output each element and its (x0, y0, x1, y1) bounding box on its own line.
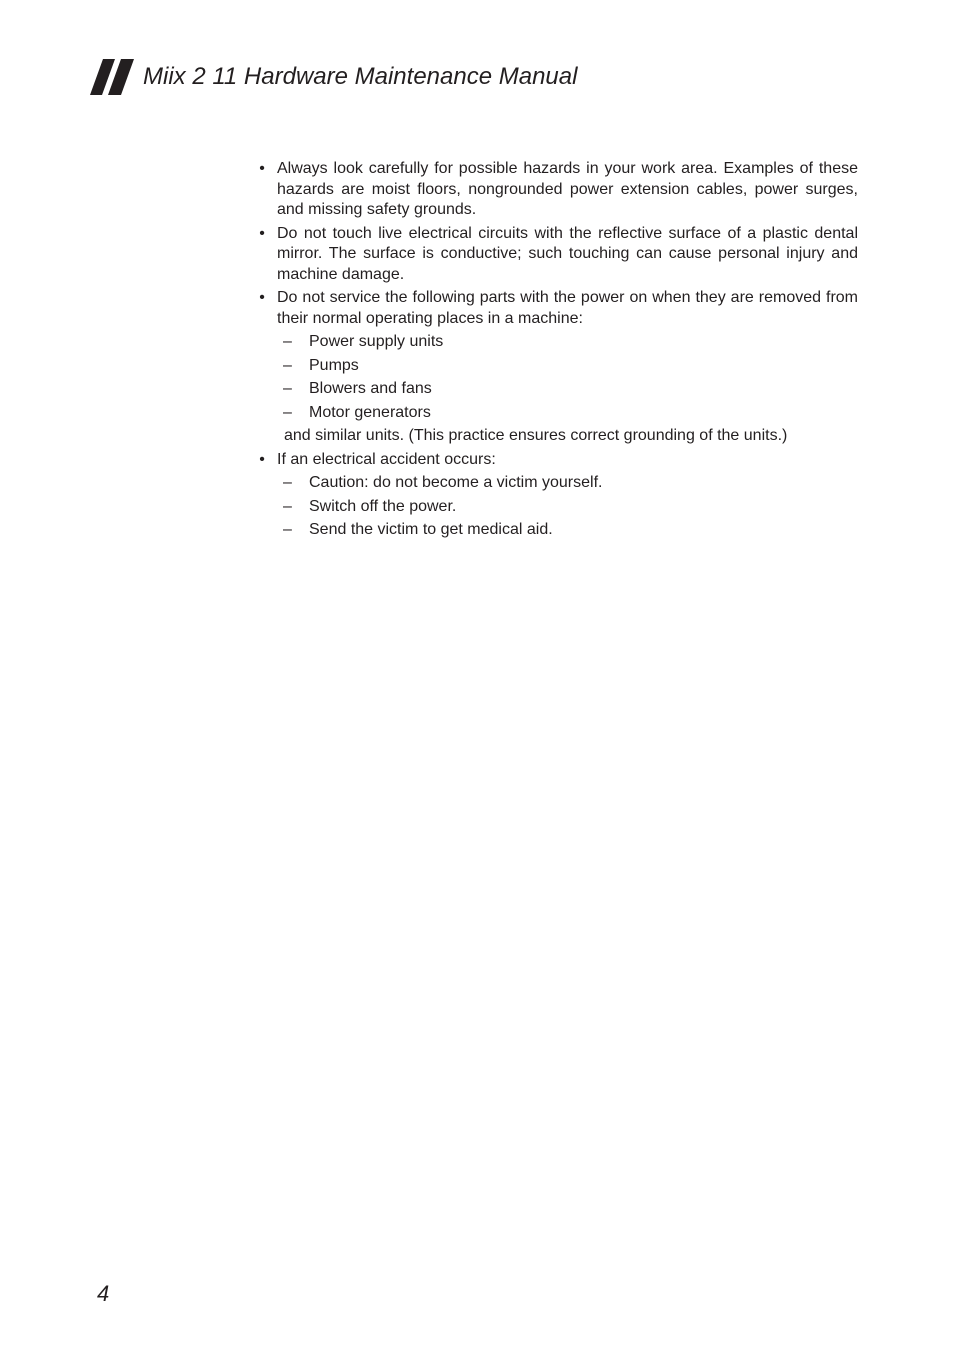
dash-icon: – (283, 521, 292, 538)
sub-list-item (256, 473, 858, 494)
sub-list-item (256, 520, 858, 541)
bullet-icon: • (259, 224, 265, 242)
sub-list-item (256, 332, 858, 353)
list-item-text: Always look carefully for possible hazards in your work area. Examples of these hazards are moist floors, nongrounded power extension cables, power surges, and missing safety grounds. (277, 160, 858, 218)
list-item (256, 159, 858, 221)
list-item (256, 288, 858, 447)
list-item-text: Do not service the following parts with the power on when they are removed from their normal operating places in a machine: (277, 289, 858, 327)
dash-icon: – (283, 497, 292, 515)
dash-icon: – (283, 380, 292, 397)
dash-icon: – (283, 333, 292, 350)
sub-list-item-text: Motor generators (309, 403, 431, 421)
list-item-text: If an electrical accident occurs: (277, 450, 496, 468)
list-item (256, 450, 858, 541)
sub-list-item-text: Power supply units (309, 333, 444, 350)
sub-list-item-text: Send the victim to get medical aid. (309, 521, 553, 538)
bullet-icon: • (259, 450, 265, 468)
sub-list-item (256, 379, 858, 400)
dash-icon: – (283, 474, 292, 491)
dash-icon: – (283, 356, 292, 374)
list-item (256, 224, 858, 286)
page-header (90, 59, 577, 95)
bullet-icon: • (259, 160, 265, 177)
list-item-text: Do not touch live electrical circuits with the reflective surface of a plastic dental mirror. The surface is conductive; such touching can cause personal injury and machine damage. (277, 224, 858, 283)
bullet-icon: • (259, 289, 265, 306)
page-number: 4 (97, 1281, 110, 1306)
sub-list-item (256, 403, 858, 424)
safety-list (256, 159, 858, 544)
sub-list-item (256, 356, 858, 377)
sub-list-item-text: Blowers and fans (309, 380, 432, 397)
double-slash-logo-icon (90, 59, 136, 95)
sub-list-item (256, 497, 858, 518)
sub-list-item-text: Switch off the power. (309, 497, 457, 515)
sub-list-item-text: Caution: do not become a victim yourself. (309, 474, 603, 491)
dash-icon: – (283, 403, 292, 421)
list-item-note: and similar units. (This practice ensures correct grounding of the units.) (284, 427, 788, 444)
sub-list (277, 332, 858, 423)
document-title: Miix 2 11 Hardware Maintenance Manual (143, 63, 578, 90)
sub-list-item-text: Pumps (309, 356, 359, 374)
sub-list (277, 473, 858, 541)
